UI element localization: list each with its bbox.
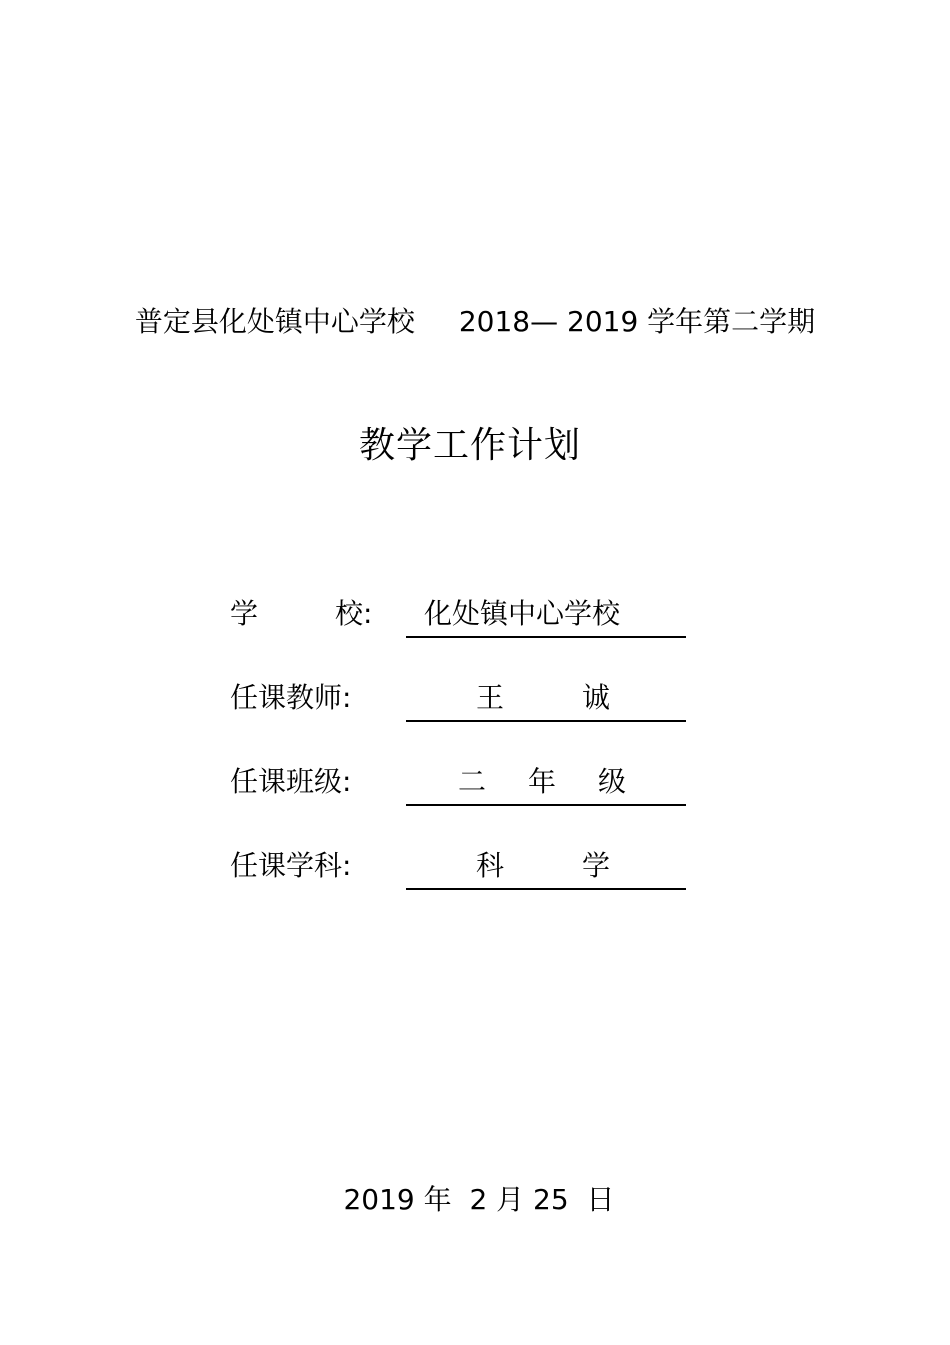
academic-term: 2018— 2019 学年第二学期 [458,305,816,338]
document-date: 2019 年 2 月 25 日 [343,1183,615,1216]
teacher-value-second: 诚 [582,681,611,714]
school-label: 学 校: [230,597,373,630]
grade-value [406,758,686,806]
grade-value-first: 二 [458,765,487,798]
school-value: 化处镇中心学校 [406,590,686,638]
info-row-school [230,590,700,674]
subject-value-second: 学 [582,849,611,882]
document-title: 教学工作计划 [358,425,581,466]
teacher-value [406,674,686,722]
info-row-subject [230,842,700,926]
teacher-value-first: 王 [476,681,505,714]
subject-label: 任课学科: [230,849,352,882]
subject-value-first: 科 [476,849,505,882]
header-line [0,300,950,344]
school-name: 普定县化处镇中心学校 [134,305,415,338]
grade-value-third: 级 [598,765,627,798]
info-block [230,590,700,926]
teacher-label: 任课教师: [230,681,352,714]
subject-value [406,842,686,890]
grade-label: 任课班级: [230,765,352,798]
info-row-teacher [230,674,700,758]
grade-value-second: 年 [528,765,557,798]
info-row-grade [230,758,700,842]
